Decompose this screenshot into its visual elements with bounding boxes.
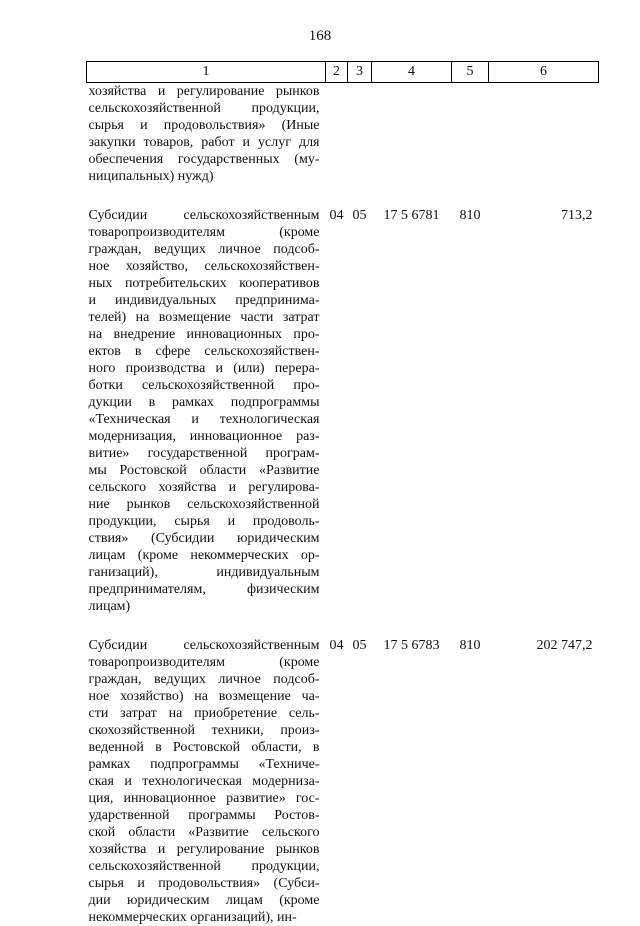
description-line: ботки сельскохозяйственной про- [89,377,320,394]
description-line: хозяйства и регулирование рынков [89,83,320,100]
description-line: ганизаций), индивидуальным [89,564,320,581]
description-line: сырья и продовольствия» (Субси- [89,875,320,892]
expense-type-code: 810 [452,637,489,926]
description-line: товаропроизводителям (кроме [89,224,320,241]
description-line: модернизация, инновационное раз- [89,428,320,445]
subsection-code: 05 [348,637,372,926]
description-line: ектов в сфере сельскохозяйствен- [89,343,320,360]
description-line: ударственной программы Ростов- [89,807,320,824]
section-code: 04 [326,637,348,926]
amount-value [489,83,599,186]
target-article-code: 17 5 6783 [372,637,452,926]
description-line: «Техническая и технологическая [89,411,320,428]
col-header-2: 2 [326,62,348,83]
description-line: сельскохозяйственной продукции, [89,858,320,875]
col-header-1: 1 [87,62,326,83]
description-line: сти затрат на приобретение сель- [89,705,320,722]
description-line: Субсидии сельскохозяйственным [89,207,320,224]
description-line: витие» государственной програм- [89,445,320,462]
description-line: рамках подпрограммы «Техниче- [89,756,320,773]
description-line: скохозяйственной техники, произ- [89,722,320,739]
row-spacer [87,185,599,207]
row-description [87,637,326,926]
section-code: 04 [326,207,348,615]
target-article-code: 17 5 6781 [372,207,452,615]
description-line: граждан, ведущих личное подсоб- [89,241,320,258]
description-line: предпринимателям, физическим [89,581,320,598]
description-line: и индивидуальных предпринима- [89,292,320,309]
subsection-code: 05 [348,207,372,615]
row-description [87,207,326,615]
description-line: лицам) [89,598,320,615]
description-line: ция, инновационное развитие» гос- [89,790,320,807]
col-header-6: 6 [489,62,599,83]
description-line: лицам (кроме некоммерческих ор- [89,547,320,564]
table-row [87,83,599,186]
description-line: сельскохозяйственной продукции, [89,100,320,117]
description-line: товаропроизводителям (кроме [89,654,320,671]
description-line: ного производства и (или) перера- [89,360,320,377]
page-number: 168 [0,28,640,45]
description-line: ская и технологическая модерниза- [89,773,320,790]
expense-type-code: 810 [452,207,489,615]
description-line: ное хозяйство) на возмещение ча- [89,688,320,705]
col-header-4: 4 [372,62,452,83]
description-line: закупки товаров, работ и услуг для [89,134,320,151]
description-line: ных потребительских кооперативов [89,275,320,292]
description-line: телей) на возмещение части затрат [89,309,320,326]
table-body [87,83,599,926]
description-line: ской области «Развитие сельского [89,824,320,841]
description-line: на внедрение инновационных про- [89,326,320,343]
description-line: хозяйства и регулирование рынков [89,841,320,858]
description-line: ние рынков сельскохозяйственной [89,496,320,513]
amount-value: 713,2 [489,207,599,615]
description-line: ниципальных) нужд) [89,168,320,185]
description-line: ствия» (Субсидии юридическим [89,530,320,547]
header-row [87,62,599,83]
table-row [87,637,599,926]
description-line: граждан, ведущих личное подсоб- [89,671,320,688]
subsection-code [348,83,372,186]
budget-table [86,61,599,926]
col-header-5: 5 [452,62,489,83]
description-line: ное хозяйство, сельскохозяйствен- [89,258,320,275]
description-line: некоммерческих организаций), ин- [89,909,320,926]
description-line: продукции, сырья и продоволь- [89,513,320,530]
target-article-code [372,83,452,186]
expense-type-code [452,83,489,186]
table-row [87,207,599,615]
row-description [87,83,326,186]
description-line: веденной в Ростовской области, в [89,739,320,756]
description-line: дии юридическим лицам (кроме [89,892,320,909]
amount-value: 202 747,2 [489,637,599,926]
description-line: дукции в рамках подпрограммы [89,394,320,411]
description-line: обеспечения государственных (му- [89,151,320,168]
section-code [326,83,348,186]
col-header-3: 3 [348,62,372,83]
row-spacer [87,615,599,637]
description-line: мы Ростовской области «Развитие [89,462,320,479]
description-line: сырья и продовольствия» (Иные [89,117,320,134]
description-line: Субсидии сельскохозяйственным [89,637,320,654]
description-line: сельского хозяйства и регулирова- [89,479,320,496]
